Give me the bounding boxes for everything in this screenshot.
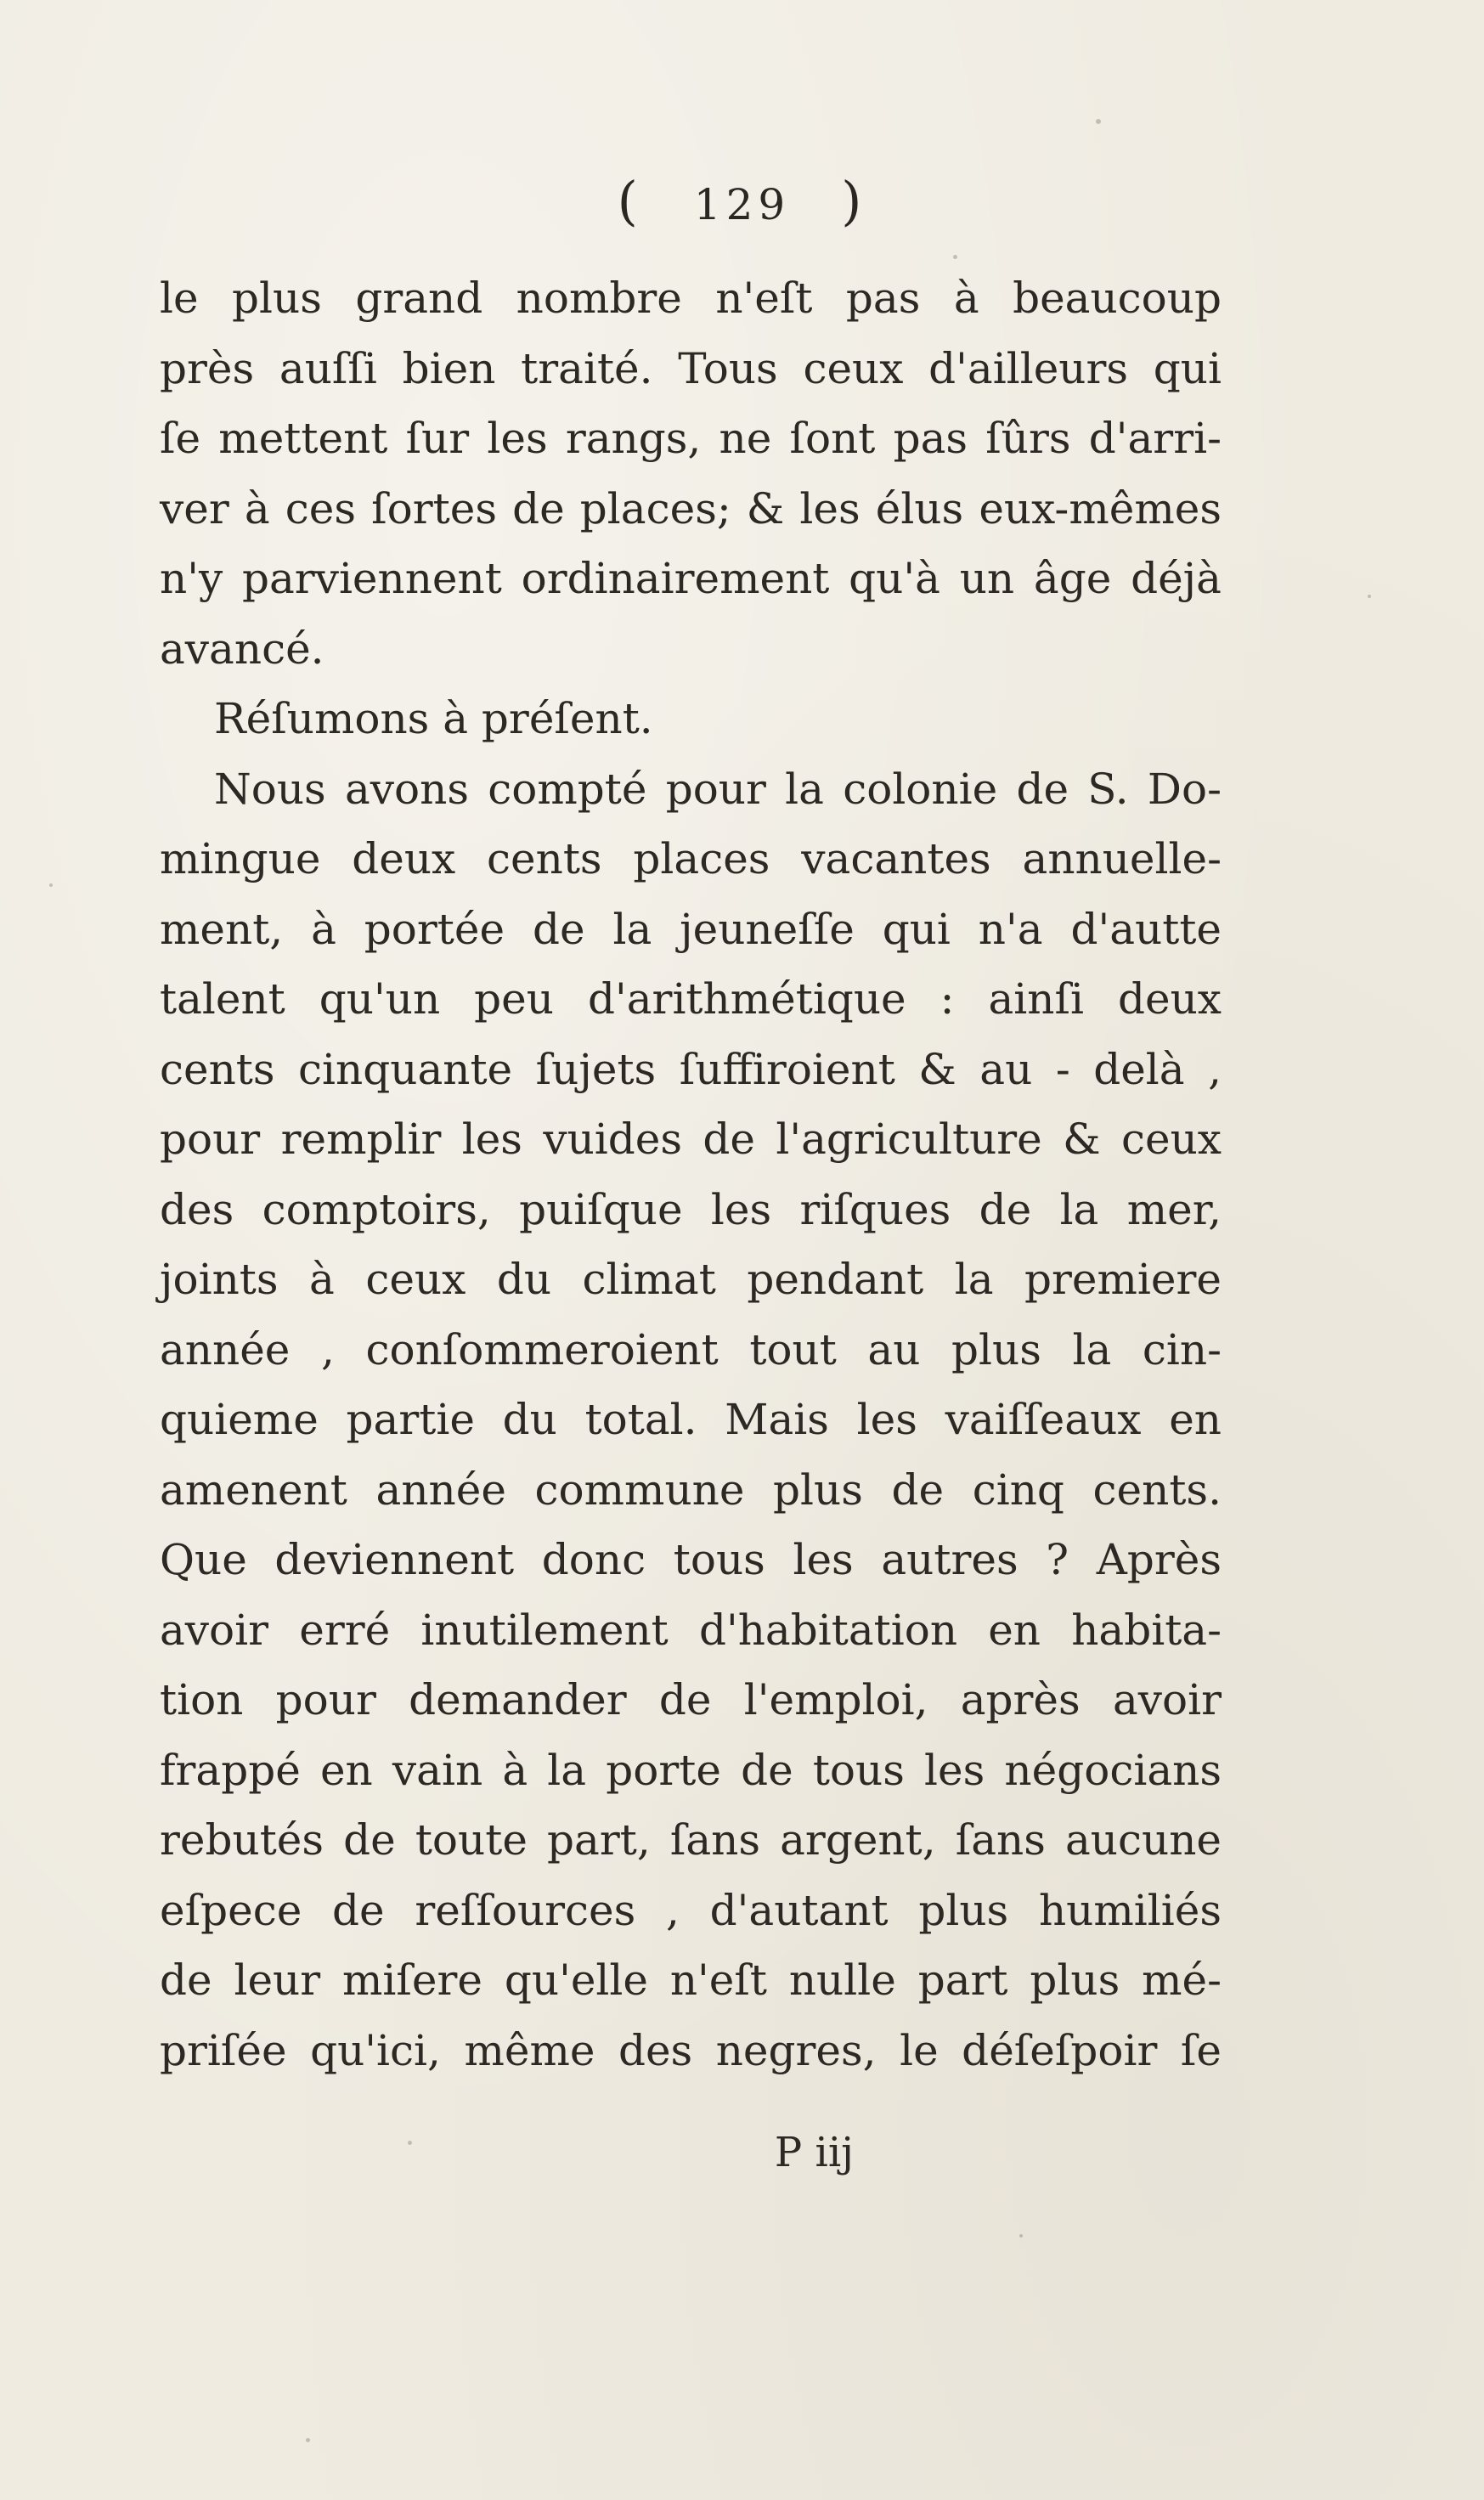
paper-speck [1096, 119, 1101, 124]
paper-speck [49, 883, 53, 887]
header-close-paren: ) [841, 170, 867, 232]
text-line: ver à ces ſortes de places; & les élus eux-mêmes [160, 483, 1222, 533]
page-header [0, 170, 1484, 232]
text-line: mingue deux cents places vacantes annuelle- [160, 834, 1222, 883]
text-line: le plus grand nombre n'eſt pas à beaucoup [160, 274, 1222, 323]
paper-speck [1019, 2234, 1023, 2238]
signature-mark: P iij [774, 2129, 855, 2176]
text-line: près auſſi bien traité. Tous ceux d'ailleurs qui [160, 343, 1222, 393]
paper-speck [953, 255, 957, 259]
body-text [160, 263, 1222, 2085]
text-line: année , conſommeroient tout au plus la cin- [160, 1324, 1222, 1374]
text-line: ment, à portée de la jeuneſſe qui n'a d'autte [160, 904, 1222, 954]
text-line: cents cinquante ſujets ſuffiroient & au - delà , [160, 1044, 1222, 1094]
text-line: avoir erré inutilement d'habitation en habita- [160, 1605, 1222, 1655]
text-line: eſpece de reſſources , d'autant plus humiliés [160, 1885, 1222, 1935]
text-line: ſe mettent ſur les rangs, ne ſont pas ſûrs d'arri- [160, 414, 1222, 463]
text-line: talent qu'un peu d'arithmétique : ainſi deux [160, 974, 1222, 1024]
page-number: 129 [693, 180, 791, 229]
header-open-paren: ( [617, 170, 643, 232]
paper-speck [1368, 595, 1371, 598]
text-line: priſée qu'ici, même des negres, le déſeſpoir ſe [160, 2025, 1222, 2075]
paper-speck [408, 2141, 412, 2145]
text-line: Que deviennent donc tous les autres ? Après [160, 1535, 1222, 1584]
text-line: frappé en vain à la porte de tous les négocians [160, 1745, 1222, 1795]
text-line: rebutés de toute part, ſans argent, ſans aucune [160, 1815, 1222, 1865]
text-line: avancé. [160, 624, 324, 674]
text-line: des comptoirs, puiſque les riſques de la mer, [160, 1184, 1222, 1234]
text-line: de leur miſere qu'elle n'eſt nulle part plus mé- [160, 1955, 1222, 2005]
text-line: joints à ceux du climat pendant la premiere [160, 1255, 1222, 1304]
text-line: pour remplir les vuides de l'agriculture & ceux [160, 1115, 1222, 1164]
text-line: n'y parviennent ordinairement qu'à un âge déjà [160, 554, 1222, 603]
paper-speck [306, 2438, 310, 2442]
text-line: Nous avons compté pour la colonie de S. Do- [214, 764, 1222, 814]
text-line: Réſumons à préſent. [214, 694, 653, 743]
text-line: quieme partie du total. Mais les vaiſſeaux en [160, 1395, 1222, 1444]
text-line: tion pour demander de l'emploi, après avoir [160, 1675, 1222, 1724]
text-line: amenent année commune plus de cinq cents. [160, 1464, 1222, 1515]
